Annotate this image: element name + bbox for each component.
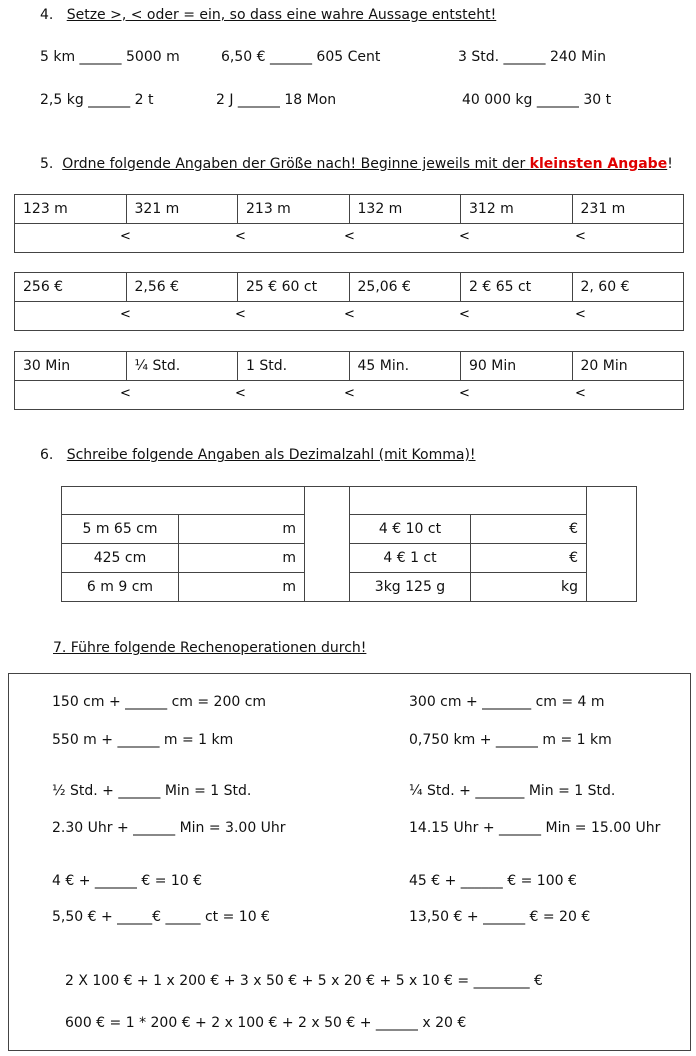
task7-box xyxy=(8,673,691,1051)
less-than-sign: < xyxy=(459,229,470,244)
calc-item[interactable]: 0,750 km + ______ m = 1 km xyxy=(409,732,612,748)
calc-item[interactable]: 550 m + ______ m = 1 km xyxy=(52,732,234,748)
calc-item[interactable]: 14.15 Uhr + ______ Min = 15.00 Uhr xyxy=(409,820,661,836)
order-table-3 xyxy=(14,351,684,410)
calc-item[interactable]: 300 cm + _______ cm = 4 m xyxy=(409,694,605,710)
table-cell: 213 m xyxy=(238,195,350,224)
calc-item[interactable]: ½ Std. + ______ Min = 1 Std. xyxy=(52,783,252,799)
task4-item[interactable]: 6,50 € ______ 605 Cent xyxy=(221,49,381,65)
task4-item[interactable]: 3 Std. ______ 240 Min xyxy=(458,49,606,65)
task5-title: Ordne folgende Angaben der Größe nach! Beginne jeweils mit der xyxy=(62,156,530,172)
less-than-sign: < xyxy=(235,229,246,244)
answer-cell[interactable]: € xyxy=(471,544,587,573)
table-cell: 2 € 65 ct xyxy=(461,273,573,302)
calc-item[interactable]: 5,50 € + _____€ _____ ct = 10 € xyxy=(52,909,270,925)
task7-title: 7. Führe folgende Rechenoperationen durch! xyxy=(53,640,367,656)
answer-cell[interactable]: m xyxy=(179,573,305,602)
table-cell: 321 m xyxy=(126,195,238,224)
task6-title: Schreibe folgende Angaben als Dezimalzahl (mit Komma)! xyxy=(66,447,476,463)
calc-item[interactable]: 45 € + ______ € = 100 € xyxy=(409,873,577,889)
table-cell: 25 € 60 ct xyxy=(238,273,350,302)
less-than-sign: < xyxy=(575,386,586,401)
order-table-2 xyxy=(14,272,684,331)
answer-cell[interactable]: € xyxy=(471,515,587,544)
table-cell: 231 m xyxy=(572,195,684,224)
less-than-sign: < xyxy=(459,307,470,322)
table-cell: 123 m xyxy=(15,195,127,224)
task4-title: Setze >, < oder = ein, so dass eine wahre Aussage entsteht! xyxy=(66,7,497,23)
task6-heading xyxy=(40,447,476,463)
table-cell: 2, 60 € xyxy=(572,273,684,302)
table-cell: 25,06 € xyxy=(349,273,461,302)
quantity-cell: 4 € 10 ct xyxy=(350,515,471,544)
table-cell: 132 m xyxy=(349,195,461,224)
task4-heading xyxy=(40,7,496,23)
less-than-sign: < xyxy=(344,386,355,401)
task5-title-highlight: kleinsten Angabe xyxy=(529,156,668,172)
less-than-sign: < xyxy=(344,307,355,322)
quantity-cell: 5 m 65 cm xyxy=(62,515,179,544)
calc-sum-line[interactable]: 2 X 100 € + 1 x 200 € + 3 x 50 € + 5 x 20 € + 5 x 10 € = ________ € xyxy=(65,973,543,989)
calc-item[interactable]: 13,50 € + ______ € = 20 € xyxy=(409,909,591,925)
task4-item[interactable]: 5 km ______ 5000 m xyxy=(40,49,180,65)
table-cell: 30 Min xyxy=(15,352,127,381)
less-than-sign: < xyxy=(120,229,131,244)
table-cell: 20 Min xyxy=(572,352,684,381)
table-cell: 45 Min. xyxy=(349,352,461,381)
calc-item[interactable]: 4 € + ______ € = 10 € xyxy=(52,873,203,889)
table-cell: 312 m xyxy=(461,195,573,224)
quantity-cell: 6 m 9 cm xyxy=(62,573,179,602)
task5-heading xyxy=(40,156,673,172)
task6-number: 6. xyxy=(40,447,54,463)
less-than-sign: < xyxy=(235,307,246,322)
answer-cell[interactable]: kg xyxy=(471,573,587,602)
calc-item[interactable]: ¼ Std. + _______ Min = 1 Std. xyxy=(409,783,616,799)
table-cell: 2,56 € xyxy=(126,273,238,302)
task4-number: 4. xyxy=(40,7,54,23)
less-than-sign: < xyxy=(344,229,355,244)
quantity-cell: 4 € 1 ct xyxy=(350,544,471,573)
less-than-sign: < xyxy=(459,386,470,401)
conversion-table-left xyxy=(61,514,305,602)
calc-item[interactable]: 150 cm + ______ cm = 200 cm xyxy=(52,694,267,710)
task4-item[interactable]: 40 000 kg ______ 30 t xyxy=(462,92,612,108)
task5-number: 5. xyxy=(40,156,54,172)
table-cell: 1 Std. xyxy=(238,352,350,381)
task4-item[interactable]: 2 J ______ 18 Mon xyxy=(216,92,337,108)
order-table-1 xyxy=(14,194,684,253)
less-than-sign: < xyxy=(120,307,131,322)
table-cell: 90 Min xyxy=(461,352,573,381)
table-cell: ¼ Std. xyxy=(126,352,238,381)
answer-cell[interactable]: m xyxy=(179,515,305,544)
less-than-sign: < xyxy=(235,386,246,401)
answer-cell[interactable]: m xyxy=(179,544,305,573)
quantity-cell: 425 cm xyxy=(62,544,179,573)
calc-item[interactable]: 2.30 Uhr + ______ Min = 3.00 Uhr xyxy=(52,820,286,836)
less-than-sign: < xyxy=(575,229,586,244)
calc-sum-line[interactable]: 600 € = 1 * 200 € + 2 x 100 € + 2 x 50 € + ______ x 20 € xyxy=(65,1015,467,1031)
table-cell: 256 € xyxy=(15,273,127,302)
task5-title-end: ! xyxy=(667,156,673,172)
task4-item[interactable]: 2,5 kg ______ 2 t xyxy=(40,92,154,108)
conversion-table-right xyxy=(349,514,587,602)
quantity-cell: 3kg 125 g xyxy=(350,573,471,602)
less-than-sign: < xyxy=(120,386,131,401)
less-than-sign: < xyxy=(575,307,586,322)
